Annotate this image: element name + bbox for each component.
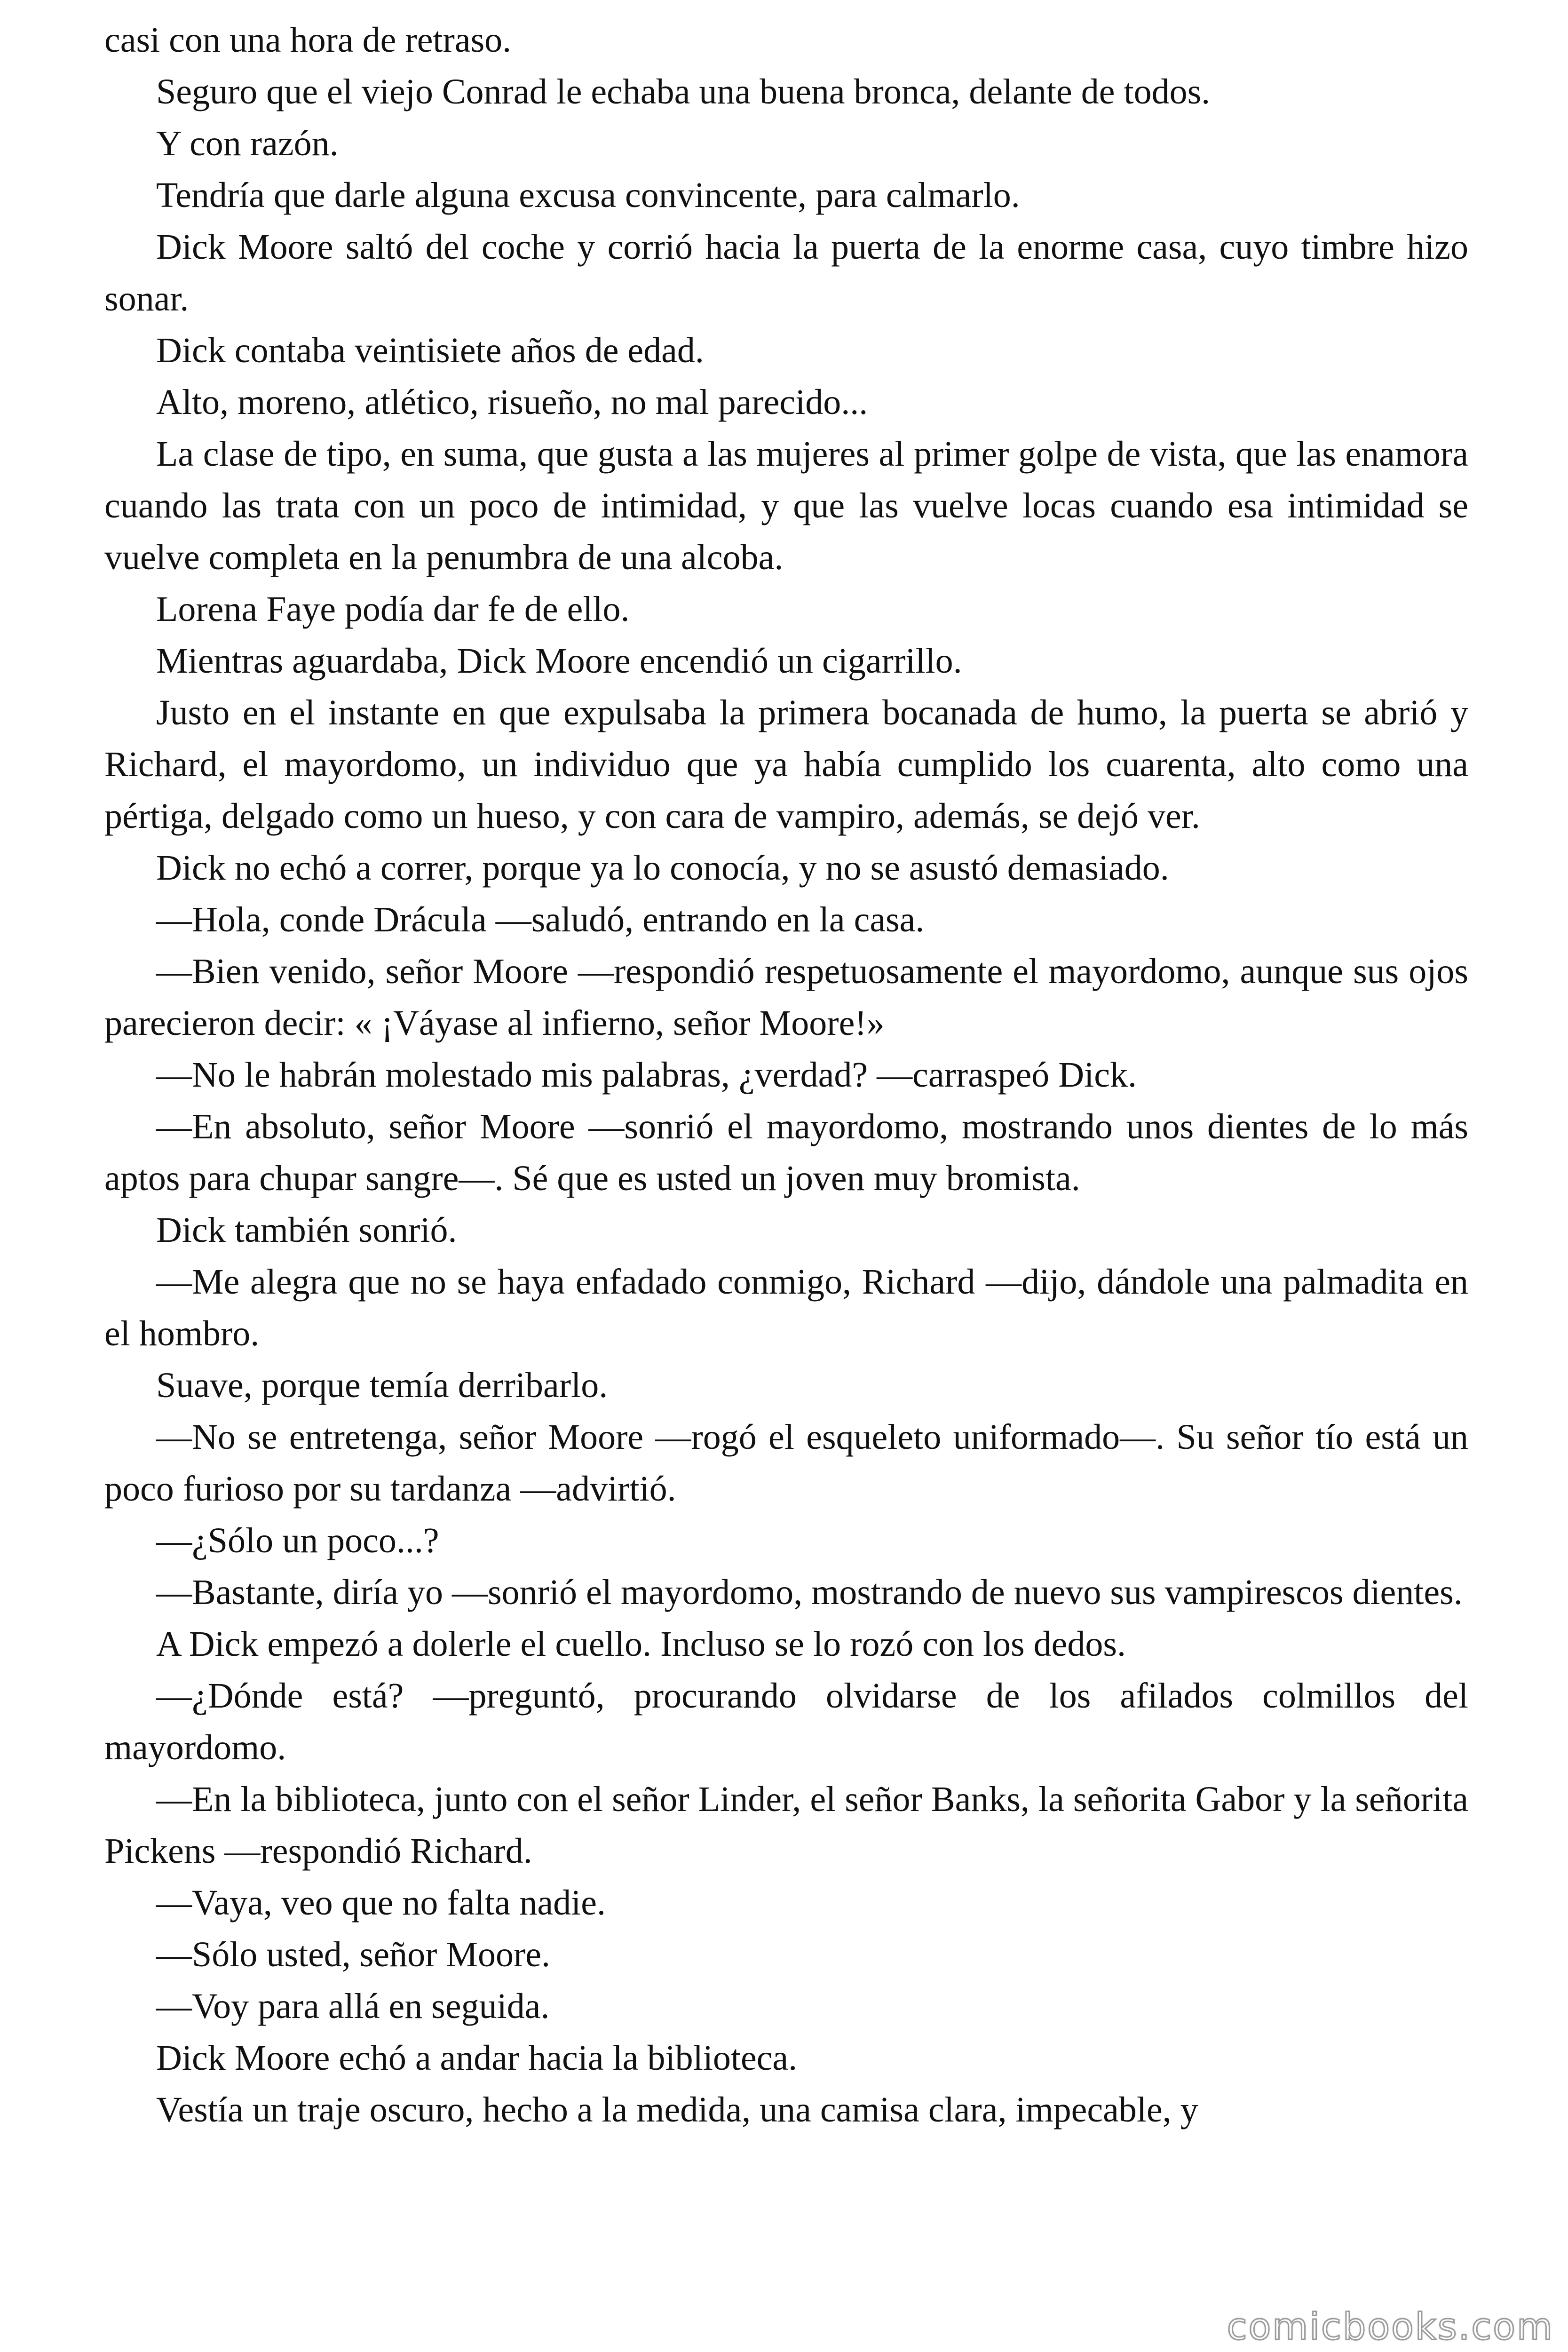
paragraph-7: Alto, moreno, atlético, risueño, no mal parecido... <box>156 382 868 422</box>
paragraph-21: —¿Sólo un poco...? <box>156 1521 439 1560</box>
paragraph-28: —Voy para allá en seguida. <box>156 1986 550 2026</box>
watermark-logo: comicbooks.com <box>1227 2306 1554 2348</box>
paragraph-19: Suave, porque temía derribarlo. <box>156 1366 608 1405</box>
book-page-text <box>104 14 1468 2136</box>
paragraph-20: —No se entretenga, señor Moore —rogó el esqueleto uniformado—. Su señor tío está un poco furioso por su tardanza —advirtió. <box>104 1417 1468 1509</box>
paragraph-4: Tendría que darle alguna excusa convincente, para calmarlo. <box>156 175 1020 215</box>
paragraph-10: Mientras aguardaba, Dick Moore encendió un cigarrillo. <box>156 641 962 681</box>
paragraph-29: Dick Moore echó a andar hacia la biblioteca. <box>156 2038 798 2078</box>
paragraph-24: —¿Dónde está? —preguntó, procurando olvidarse de los afilados colmillos del mayordomo. <box>104 1676 1468 1767</box>
paragraph-2: Seguro que el viejo Conrad le echaba una buena bronca, delante de todos. <box>156 72 1211 111</box>
paragraph-11: Justo en el instante en que expulsaba la primera bocanada de humo, la puerta se abrió y Richard, el mayordomo, un individuo que ya había cumplido los cuarenta, alto como una pértiga, delgado como un hueso, y con cara de vampiro, además, se dejó ver. <box>104 693 1468 836</box>
paragraph-14: —Bien venido, señor Moore —respondió respetuosamente el mayordomo, aunque sus ojos parecieron decir: « ¡Váyase al infierno, señor Moore!» <box>104 952 1468 1043</box>
paragraph-23: A Dick empezó a dolerle el cuello. Incluso se lo rozó con los dedos. <box>156 1624 1126 1664</box>
paragraph-3: Y con razón. <box>156 124 339 163</box>
paragraph-18: —Me alegra que no se haya enfadado conmigo, Richard —dijo, dándole una palmadita en el hombro. <box>104 1262 1468 1353</box>
paragraph-8: La clase de tipo, en suma, que gusta a las mujeres al primer golpe de vista, que las enamora cuando las trata con un poco de intimidad, y que las vuelve locas cuando esa intimidad se vuelve completa en la penumbra de una alcoba. <box>104 434 1468 577</box>
paragraph-1: casi con una hora de retraso. <box>104 20 512 60</box>
paragraph-12: Dick no echó a correr, porque ya lo conocía, y no se asustó demasiado. <box>156 848 1169 888</box>
paragraph-22: —Bastante, diría yo —sonrió el mayordomo, mostrando de nuevo sus vampirescos dientes. <box>156 1573 1463 1612</box>
paragraph-25: —En la biblioteca, junto con el señor Linder, el señor Banks, la señorita Gabor y la señorita Pickens —respondió Richard. <box>104 1780 1468 1871</box>
paragraph-6: Dick contaba veintisiete años de edad. <box>156 331 704 370</box>
paragraph-15: —No le habrán molestado mis palabras, ¿verdad? —carraspeó Dick. <box>156 1055 1137 1095</box>
paragraph-9: Lorena Faye podía dar fe de ello. <box>156 589 630 629</box>
paragraph-26: —Vaya, veo que no falta nadie. <box>156 1883 606 1923</box>
paragraph-17: Dick también sonrió. <box>156 1210 457 1250</box>
paragraph-13: —Hola, conde Drácula —saludó, entrando en la casa. <box>156 900 925 939</box>
paragraph-16: —En absoluto, señor Moore —sonrió el mayordomo, mostrando unos dientes de lo más aptos para chupar sangre—. Sé que es usted un joven muy bromista. <box>104 1107 1468 1198</box>
paragraph-5: Dick Moore saltó del coche y corrió hacia la puerta de la enorme casa, cuyo timbre hizo sonar. <box>104 227 1468 318</box>
paragraph-30: Vestía un traje oscuro, hecho a la medida, una camisa clara, impecable, y <box>156 2090 1198 2130</box>
paragraph-27: —Sólo usted, señor Moore. <box>156 1935 551 1974</box>
